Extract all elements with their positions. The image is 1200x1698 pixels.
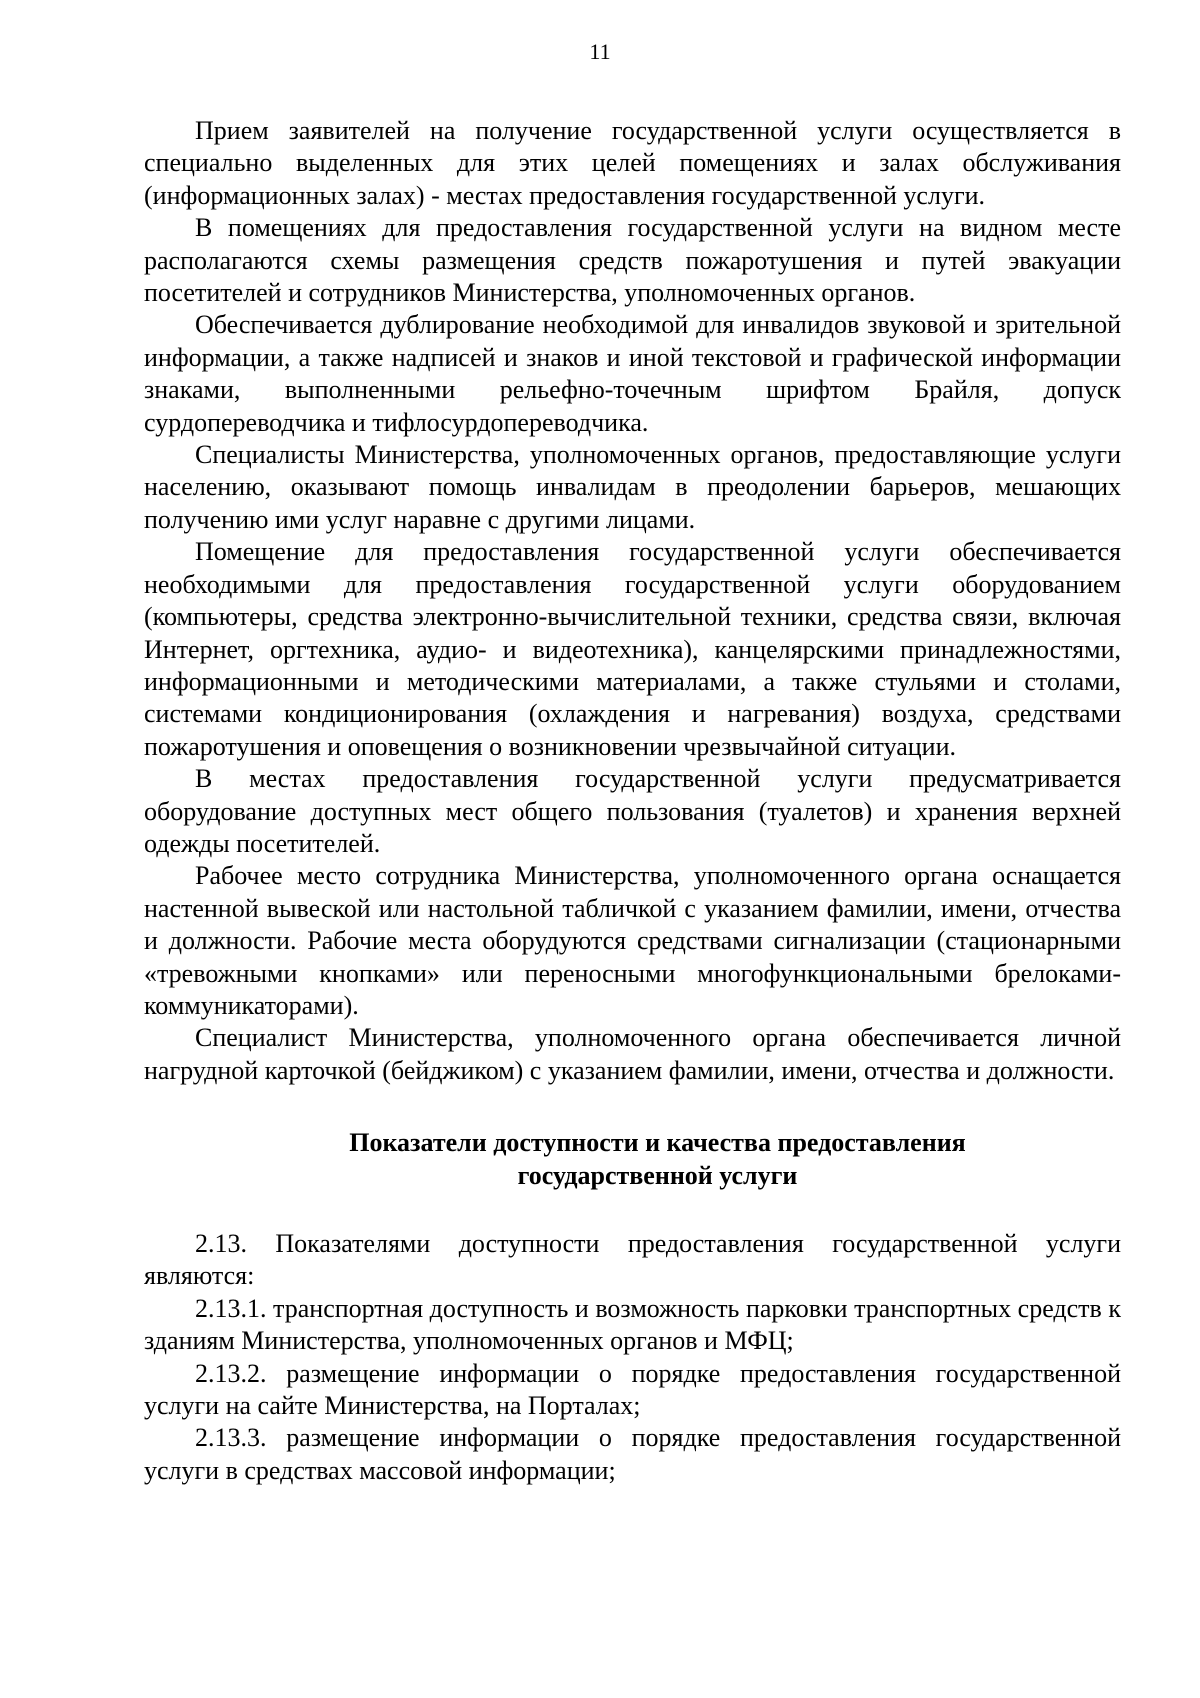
paragraph-2-13-1: 2.13.1. транспортная доступность и возможность парковки транспортных средств к зданиям Министерства, уполномоченных органов и МФЦ; (144, 1293, 1121, 1356)
paragraph-2-13: 2.13. Показателями доступности предоставления государственной услуги являются: (144, 1229, 1121, 1291)
paragraph: Специалисты Министерства, уполномоченных органов, предоставляющие услуги населению, оказывают помощь инвалидам в преодолении барьеров, мешающих получению ими услуг наравне с другими лицами. (144, 440, 1121, 534)
page-number: 11 (589, 39, 611, 64)
paragraph: В местах предоставления государственной услуги предусматривается оборудование доступных мест общего пользования (туалетов) и хранения верхней одежды посетителей. (144, 764, 1121, 858)
paragraph: Обеспечивается дублирование необходимой для инвалидов звуковой и зрительной информации, а также надписей и знаков и иной текстовой и графической информации знаками, выполненными рельефно-точечным шрифтом Брайля, допуск сурдопереводчика и тифлосурдопереводчика. (144, 310, 1121, 437)
paragraph: Рабочее место сотрудника Министерства, уполномоченного органа оснащается настенной вывеской или настольной табличкой с указанием фамилии, имени, отчества и должности. Рабочие места оборудуются средствами сигнализации (стационарными «тревожными кнопками» или переносными многофункциональными брелоками-коммуникаторами). (144, 861, 1121, 1020)
paragraph: Специалист Министерства, уполномоченного органа обеспечивается личной нагрудной карточкой (бейджиком) с указанием фамилии, имени, отчества и должности. (144, 1023, 1121, 1085)
document-body (144, 115, 1121, 1487)
paragraph: Помещение для предоставления государственной услуги обеспечивается необходимыми для предоставления государственной услуги оборудованием (компьютеры, средства электронно-вычислительной техники, средства связи, включая Интернет, оргтехника, аудио- и видеотехника), канцелярскими принадлежностями, информационными и методическими материалами, а также стульями и столами, системами кондиционирования (охлаждения и нагревания) воздуха, средствами пожаротушения и оповещения о возникновении чрезвычайной ситуации. (144, 537, 1121, 761)
paragraph: Прием заявителей на получение государственной услуги осуществляется в специально выделенных для этих целей помещениях и залах обслуживания (информационных залах) - местах предоставления государственной услуги. (144, 116, 1121, 210)
section-heading (144, 1127, 1121, 1192)
paragraph: В помещениях для предоставления государственной услуги на видном месте располагаются схемы размещения средств пожаротушения и путей эвакуации посетителей и сотрудников Министерства, уполномоченных органов. (144, 213, 1121, 308)
paragraph-2-13-2: 2.13.2. размещение информации о порядке предоставления государственной услуги на сайте Министерства, на Порталах; (144, 1358, 1121, 1421)
section-heading-line-2: государственной услуги (517, 1160, 798, 1190)
paragraph-2-13-3: 2.13.3. размещение информации о порядке предоставления государственной услуги в средствах массовой информации; (144, 1423, 1121, 1485)
section-heading-line-1: Показатели доступности и качества предоставления (349, 1128, 966, 1158)
